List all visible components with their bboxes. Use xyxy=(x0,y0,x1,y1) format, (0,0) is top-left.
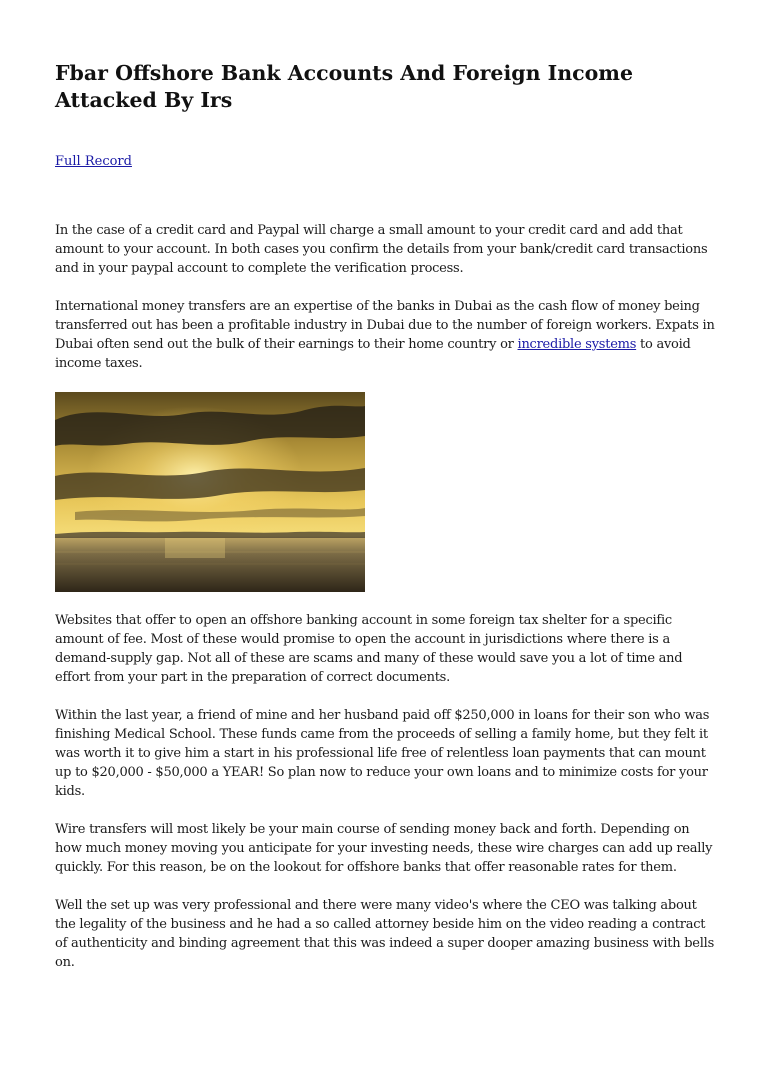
document-page xyxy=(55,60,715,972)
page-title: Fbar Offshore Bank Accounts And Foreign Income Attacked By Irs xyxy=(55,61,634,112)
paragraph-6: Well the set up was very professional and there were many video's where the CEO was talking about the legality of the business and he had a so called attorney beside him on the video reading a contract of authenticity and binding agreement that this was indeed a super dooper amazing business with bells on. xyxy=(55,898,714,970)
paragraph-2 xyxy=(55,297,715,373)
incredible-systems-link[interactable]: incredible systems xyxy=(517,337,637,352)
sunset-photo xyxy=(55,392,365,592)
paragraph-5: Wire transfers will most likely be your main course of sending money back and forth. Depending on how much money moving you anticipate for your investing needs, these wire charges can add up really quickly. For this reason, be on the lookout for offshore banks that offer reasonable rates for them. xyxy=(55,822,713,875)
paragraph-2-text-end: to avoid income taxes. xyxy=(55,337,691,371)
paragraph-3: Websites that offer to open an offshore banking account in some foreign tax shelter for a specific amount of fee. Most of these would promise to open the account in jurisdictions where there is a demand-supply gap. Not all of these are scams and many of these would save you a lot of time and effort from your part in the preparation of correct documents. xyxy=(55,613,683,685)
paragraph-1: In the case of a credit card and Paypal will charge a small amount to your credit card and add that amount to your account. In both cases you confirm the details from your bank/credit card transactions and in your paypal account to complete the verification process. xyxy=(55,223,708,276)
full-record-link[interactable]: Full Record xyxy=(55,154,132,169)
paragraph-4: Within the last year, a friend of mine and her husband paid off $250,000 in loans for their son who was finishing Medical School. These funds came from the proceeds of selling a family home, but they felt it was worth it to give him a start in his professional life free of relentless loan payments that can mount up to $20,000 - $50,000 a YEAR! So plan now to reduce your own loans and to minimize costs for your kids. xyxy=(55,708,710,799)
paragraph-2-text-start: International money transfers are an expertise of the banks in Dubai as the cash flow of money being transferred out has been a profitable industry in Dubai due to the number of foreign workers. Expats in Dubai often send out the bulk of their earnings to their home country or xyxy=(55,299,715,352)
